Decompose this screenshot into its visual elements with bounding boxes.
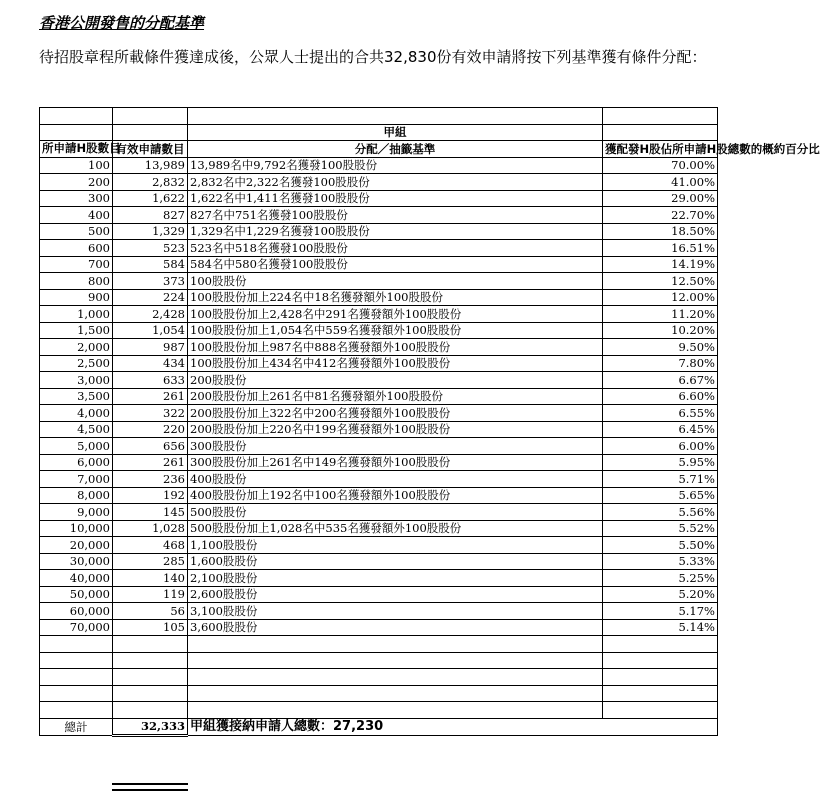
- cell-valid-applications: 236: [113, 471, 188, 488]
- cell-percentage: 9.50%: [603, 339, 718, 356]
- blank-row: [40, 636, 718, 653]
- cell-basis: 100股股份加上2,428名中291名獲發額外100股股份: [188, 306, 603, 323]
- table-row: [40, 306, 718, 323]
- cell-basis: 200股股份加上220名中199名獲發額外100股股份: [188, 421, 603, 438]
- cell-valid-applications: 145: [113, 504, 188, 521]
- blank-row: [40, 669, 718, 686]
- cell-percentage: 5.50%: [603, 537, 718, 554]
- table-row: [40, 174, 718, 191]
- cell-basis: 200股股份加上261名中81名獲發額外100股股份: [188, 388, 603, 405]
- cell-shares-applied: 200: [40, 174, 113, 191]
- cell-shares-applied: 10,000: [40, 520, 113, 537]
- cell-valid-applications: 322: [113, 405, 188, 422]
- table-row: [40, 372, 718, 389]
- table-row: [40, 273, 718, 290]
- cell-shares-applied: 70,000: [40, 619, 113, 636]
- cell-basis: 300股股份: [188, 438, 603, 455]
- table-row: [40, 322, 718, 339]
- cell-basis: 100股股份加上434名中412名獲發額外100股股份: [188, 355, 603, 372]
- cell-valid-applications: 656: [113, 438, 188, 455]
- total-description: 甲組獲接納申請人總數：27,230: [188, 718, 718, 736]
- total-label: 總計: [40, 718, 113, 736]
- cell-shares-applied: 2,500: [40, 355, 113, 372]
- cell-percentage: 5.52%: [603, 520, 718, 537]
- cell-percentage: 5.56%: [603, 504, 718, 521]
- table-row: [40, 289, 718, 306]
- cell-valid-applications: 224: [113, 289, 188, 306]
- cell-shares-applied: 3,500: [40, 388, 113, 405]
- cell-valid-applications: 468: [113, 537, 188, 554]
- cell-basis: 2,600股股份: [188, 586, 603, 603]
- cell-basis: 400股股份: [188, 471, 603, 488]
- cell-shares-applied: 1,000: [40, 306, 113, 323]
- cell-percentage: 7.80%: [603, 355, 718, 372]
- cell-shares-applied: 9,000: [40, 504, 113, 521]
- cell-shares-applied: 30,000: [40, 553, 113, 570]
- cell-valid-applications: 119: [113, 586, 188, 603]
- cell-percentage: 70.00%: [603, 157, 718, 174]
- cell-shares-applied: 100: [40, 157, 113, 174]
- cell-shares-applied: 4,500: [40, 421, 113, 438]
- cell-basis: 2,832名中2,322名獲發100股股份: [188, 174, 603, 191]
- cell-basis: 1,329名中1,229名獲發100股股份: [188, 223, 603, 240]
- cell-basis: 200股股份: [188, 372, 603, 389]
- table-row: [40, 388, 718, 405]
- cell-percentage: 5.65%: [603, 487, 718, 504]
- cell-valid-applications: 584: [113, 256, 188, 273]
- cell-valid-applications: 827: [113, 207, 188, 224]
- table-row: [40, 619, 718, 636]
- cell-shares-applied: 7,000: [40, 471, 113, 488]
- cell-valid-applications: 105: [113, 619, 188, 636]
- cell-valid-applications: 56: [113, 603, 188, 620]
- cell-percentage: 6.00%: [603, 438, 718, 455]
- table-row: [40, 487, 718, 504]
- cell-valid-applications: 373: [113, 273, 188, 290]
- cell-shares-applied: 20,000: [40, 537, 113, 554]
- cell-percentage: 12.00%: [603, 289, 718, 306]
- cell-shares-applied: 8,000: [40, 487, 113, 504]
- cell-basis: 3,600股股份: [188, 619, 603, 636]
- cell-shares-applied: 900: [40, 289, 113, 306]
- cell-basis: 827名中751名獲發100股股份: [188, 207, 603, 224]
- table-row: [40, 256, 718, 273]
- cell-valid-applications: 1,329: [113, 223, 188, 240]
- cell-percentage: 16.51%: [603, 240, 718, 257]
- header-percentage: 獲配發H股佔所申請H股總數的概約百分比: [603, 141, 718, 158]
- cell-valid-applications: 1,028: [113, 520, 188, 537]
- cell-percentage: 5.25%: [603, 570, 718, 587]
- cell-basis: 100股股份加上224名中18名獲發額外100股股份: [188, 289, 603, 306]
- cell-shares-applied: 500: [40, 223, 113, 240]
- cell-shares-applied: 800: [40, 273, 113, 290]
- cell-valid-applications: 261: [113, 454, 188, 471]
- cell-percentage: 5.17%: [603, 603, 718, 620]
- cell-percentage: 5.20%: [603, 586, 718, 603]
- header-basis: 分配／抽籤基準: [188, 141, 603, 158]
- header-shares-applied: 所申請H股數目: [40, 141, 113, 158]
- table-row: [40, 223, 718, 240]
- group-label: 甲組: [188, 124, 603, 141]
- blank-row: [40, 652, 718, 669]
- cell-percentage: 6.55%: [603, 405, 718, 422]
- table-row: [40, 438, 718, 455]
- cell-basis: 523名中518名獲發100股股份: [188, 240, 603, 257]
- cell-valid-applications: 987: [113, 339, 188, 356]
- cell-basis: 100股股份加上1,054名中559名獲發額外100股股份: [188, 322, 603, 339]
- table-row: [40, 520, 718, 537]
- cell-basis: 1,600股股份: [188, 553, 603, 570]
- cell-shares-applied: 600: [40, 240, 113, 257]
- table-row: [40, 207, 718, 224]
- total-valid-applications: 32,333: [113, 718, 188, 736]
- cell-shares-applied: 5,000: [40, 438, 113, 455]
- double-underline-top: [112, 783, 188, 785]
- page-title: 香港公開發售的分配基準: [39, 14, 205, 32]
- blank-row: [40, 702, 718, 719]
- table-row: [40, 355, 718, 372]
- cell-percentage: 10.20%: [603, 322, 718, 339]
- cell-shares-applied: 4,000: [40, 405, 113, 422]
- header-valid-applications: 有效申請數目: [113, 141, 188, 158]
- double-underline-bottom: [112, 789, 188, 791]
- table-row: [40, 603, 718, 620]
- cell-shares-applied: 700: [40, 256, 113, 273]
- cell-valid-applications: 140: [113, 570, 188, 587]
- table-row: [40, 537, 718, 554]
- allocation-table: [39, 107, 820, 737]
- cell-percentage: 18.50%: [603, 223, 718, 240]
- table-row: [40, 454, 718, 471]
- cell-percentage: 5.14%: [603, 619, 718, 636]
- cell-valid-applications: 261: [113, 388, 188, 405]
- cell-percentage: 12.50%: [603, 273, 718, 290]
- cell-basis: 100股股份: [188, 273, 603, 290]
- table-row: [40, 421, 718, 438]
- cell-valid-applications: 633: [113, 372, 188, 389]
- cell-percentage: 41.00%: [603, 174, 718, 191]
- table-row: [40, 570, 718, 587]
- cell-percentage: 5.71%: [603, 471, 718, 488]
- cell-shares-applied: 40,000: [40, 570, 113, 587]
- cell-percentage: 5.33%: [603, 553, 718, 570]
- cell-shares-applied: 6,000: [40, 454, 113, 471]
- cell-basis: 400股股份加上192名中100名獲發額外100股股份: [188, 487, 603, 504]
- table-row: [40, 553, 718, 570]
- cell-percentage: 14.19%: [603, 256, 718, 273]
- cell-percentage: 29.00%: [603, 190, 718, 207]
- cell-percentage: 6.67%: [603, 372, 718, 389]
- cell-valid-applications: 1,054: [113, 322, 188, 339]
- cell-basis: 584名中580名獲發100股股份: [188, 256, 603, 273]
- cell-shares-applied: 60,000: [40, 603, 113, 620]
- cell-basis: 100股股份加上987名中888名獲發額外100股股份: [188, 339, 603, 356]
- cell-percentage: 6.45%: [603, 421, 718, 438]
- table-row: [40, 339, 718, 356]
- table-row: [40, 157, 718, 174]
- cell-shares-applied: 300: [40, 190, 113, 207]
- cell-percentage: 22.70%: [603, 207, 718, 224]
- cell-valid-applications: 2,832: [113, 174, 188, 191]
- blank-row: [40, 685, 718, 702]
- cell-basis: 200股股份加上322名中200名獲發額外100股股份: [188, 405, 603, 422]
- table-row: [40, 405, 718, 422]
- cell-shares-applied: 1,500: [40, 322, 113, 339]
- cell-shares-applied: 3,000: [40, 372, 113, 389]
- cell-basis: 1,622名中1,411名獲發100股股份: [188, 190, 603, 207]
- total-row: [40, 718, 718, 736]
- cell-valid-applications: 2,428: [113, 306, 188, 323]
- cell-valid-applications: 220: [113, 421, 188, 438]
- cell-percentage: 11.20%: [603, 306, 718, 323]
- cell-valid-applications: 285: [113, 553, 188, 570]
- cell-valid-applications: 13,989: [113, 157, 188, 174]
- cell-percentage: 6.60%: [603, 388, 718, 405]
- cell-basis: 500股股份: [188, 504, 603, 521]
- cell-valid-applications: 434: [113, 355, 188, 372]
- cell-shares-applied: 2,000: [40, 339, 113, 356]
- cell-valid-applications: 523: [113, 240, 188, 257]
- cell-percentage: 5.95%: [603, 454, 718, 471]
- cell-shares-applied: 400: [40, 207, 113, 224]
- cell-basis: 3,100股股份: [188, 603, 603, 620]
- cell-basis: 500股股份加上1,028名中535名獲發額外100股股份: [188, 520, 603, 537]
- cell-basis: 1,100股股份: [188, 537, 603, 554]
- cell-valid-applications: 192: [113, 487, 188, 504]
- table-row: [40, 471, 718, 488]
- table-row: [40, 586, 718, 603]
- cell-basis: 13,989名中9,792名獲發100股股份: [188, 157, 603, 174]
- cell-basis: 300股股份加上261名中149名獲發額外100股股份: [188, 454, 603, 471]
- cell-basis: 2,100股股份: [188, 570, 603, 587]
- cell-shares-applied: 50,000: [40, 586, 113, 603]
- intro-paragraph: 待招股章程所載條件獲達成後，公眾人士提出的合共32,830份有效申請將按下列基準獲有條件分配：: [39, 48, 707, 66]
- table-row: [40, 190, 718, 207]
- cell-valid-applications: 1,622: [113, 190, 188, 207]
- table-row: [40, 504, 718, 521]
- table-row: [40, 240, 718, 257]
